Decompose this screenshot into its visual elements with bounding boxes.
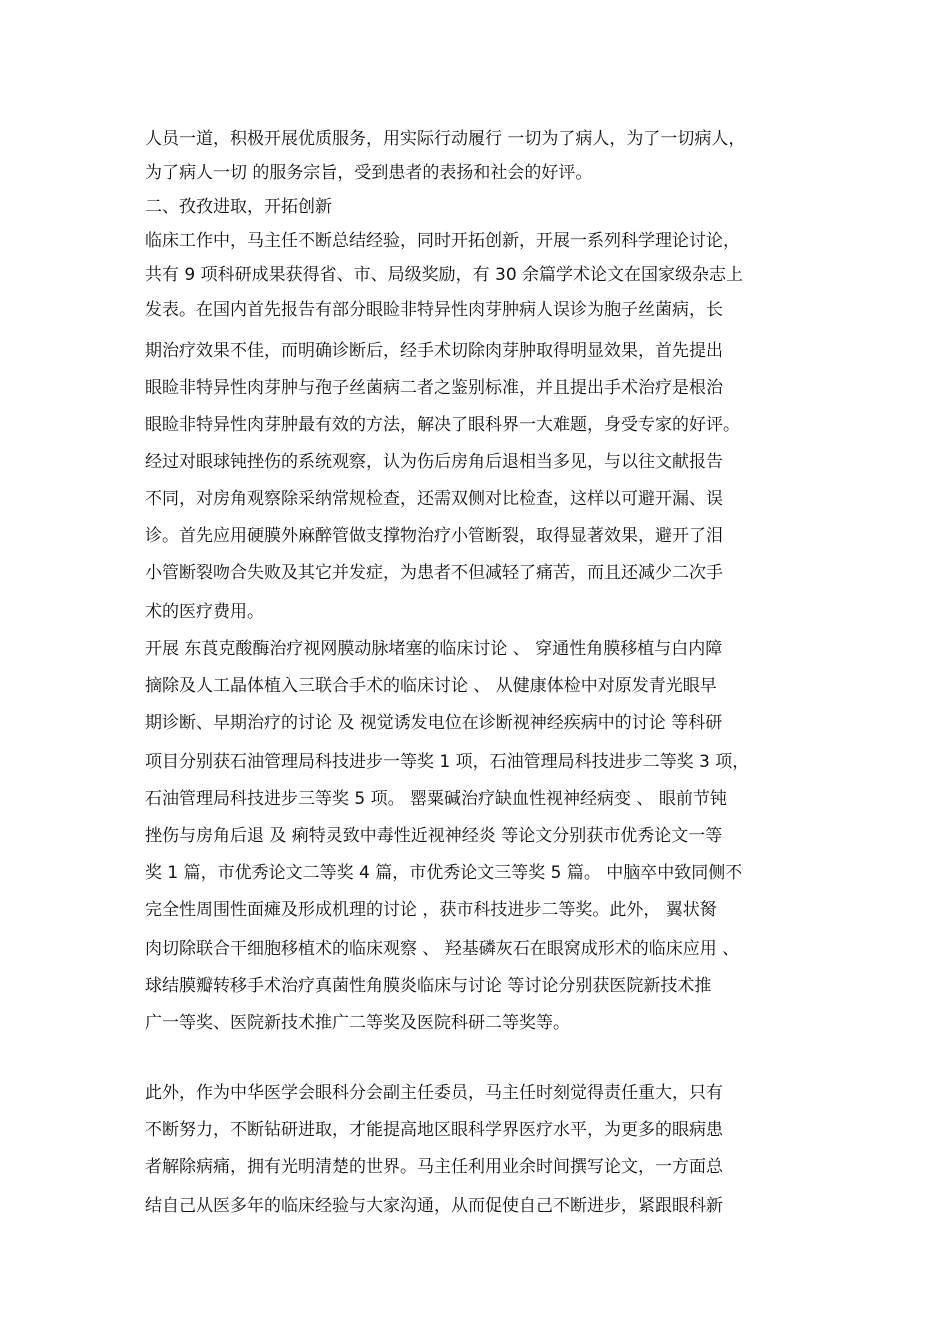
text-line: 共有 9 项科研成果获得省、市、局级奖励，有 30 余篇学术论文在国家级杂志上 <box>145 265 744 285</box>
text-line: 项目分别获石油管理局科技进步一等奖 1 项，石油管理局科技进步二等奖 3 项， <box>145 752 750 772</box>
text-line: 肉切除联合干细胞移植术的临床观察 、 羟基磷灰石在眼窝成形术的临床应用 、 <box>145 939 740 959</box>
text-line: 广一等奖、医院新技术推广二等奖及医院科研二等奖等。 <box>145 1013 570 1033</box>
text-line: 诊。首先应用硬膜外麻醉管做支撑物治疗小管断裂，取得显著效果，避开了泪 <box>145 526 723 546</box>
text-line: 眼睑非特异性肉芽肿最有效的方法，解决了眼科界一大难题，身受专家的好评。 <box>145 415 740 435</box>
text-line: 人员一道，积极开展优质服务，用实际行动履行 一切为了病人，为了一切病人， <box>145 129 746 149</box>
text-line: 石油管理局科技进步三等奖 5 项。 罂粟碱治疗缺血性视神经病变 、 眼前节钝 <box>145 789 727 809</box>
text-line: 不断努力，不断钻研进取，才能提高地区眼科学界医疗水平，为更多的眼病患 <box>145 1120 723 1140</box>
section-heading: 二、孜孜进取，开拓创新 <box>145 197 332 217</box>
text-line: 临床工作中，马主任不断总结经验，同时开拓创新，开展一系列科学理论讨论， <box>145 231 740 251</box>
text-line: 球结膜瓣转移手术治疗真菌性角膜炎临床与讨论 等讨论分别获医院新技术推 <box>145 976 712 996</box>
text-line: 挫伤与房角后退 及 痢特灵致中毒性近视神经炎 等论文分别获市优秀论文一等 <box>145 826 723 846</box>
text-line: 经过对眼球钝挫伤的系统观察，认为伤后房角后退相当多见，与以往文献报告 <box>145 452 723 472</box>
text-line: 术的医疗费用。 <box>145 602 264 622</box>
text-line: 摘除及人工晶体植入三联合手术的临床讨论 、 从健康体检中对原发青光眼早 <box>145 676 717 696</box>
text-line: 期治疗效果不佳，而明确诊断后，经手术切除肉芽肿取得明显效果，首先提出 <box>145 341 723 361</box>
text-line: 期诊断、早期治疗的讨论 及 视觉诱发电位在诊断视神经疾病中的讨论 等科研 <box>145 713 723 733</box>
text-line: 眼睑非特异性肉芽肿与孢子丝菌病二者之鉴别标准，并且提出手术治疗是根治 <box>145 378 723 398</box>
text-line: 小管断裂吻合失败及其它并发症，为患者不但减轻了痛苦，而且还减少二次手 <box>145 563 723 583</box>
text-line: 结自己从医多年的临床经验与大家沟通，从而促使自己不断进步，紧跟眼科新 <box>145 1196 723 1216</box>
text-line: 完全性周围性面瘫及形成机理的讨论 ，获市科技进步二等奖。此外， 翼状胬 <box>145 900 717 920</box>
text-line: 此外，作为中华医学会眼科分会副主任委员，马主任时刻觉得责任重大，只有 <box>145 1083 723 1103</box>
text-line: 开展 东莨克酸酶治疗视网膜动脉堵塞的临床讨论 、 穿通性角膜移植与白内障 <box>145 639 723 659</box>
text-line: 为了病人一切 的服务宗旨，受到患者的表扬和社会的好评。 <box>145 163 593 183</box>
text-line: 者解除病痛，拥有光明清楚的世界。马主任利用业余时间撰写论文，一方面总 <box>145 1157 723 1177</box>
text-line: 不同，对房角观察除采纳常规检查，还需双侧对比检查，这样以可避开漏、误 <box>145 489 723 509</box>
text-line: 奖 1 篇，市优秀论文二等奖 4 篇，市优秀论文三等奖 5 篇。 中脑卒中致同侧不 <box>145 863 743 883</box>
text-line: 发表。在国内首先报告有部分眼睑非特异性肉芽肿病人误诊为胞子丝菌病，长 <box>145 300 723 320</box>
